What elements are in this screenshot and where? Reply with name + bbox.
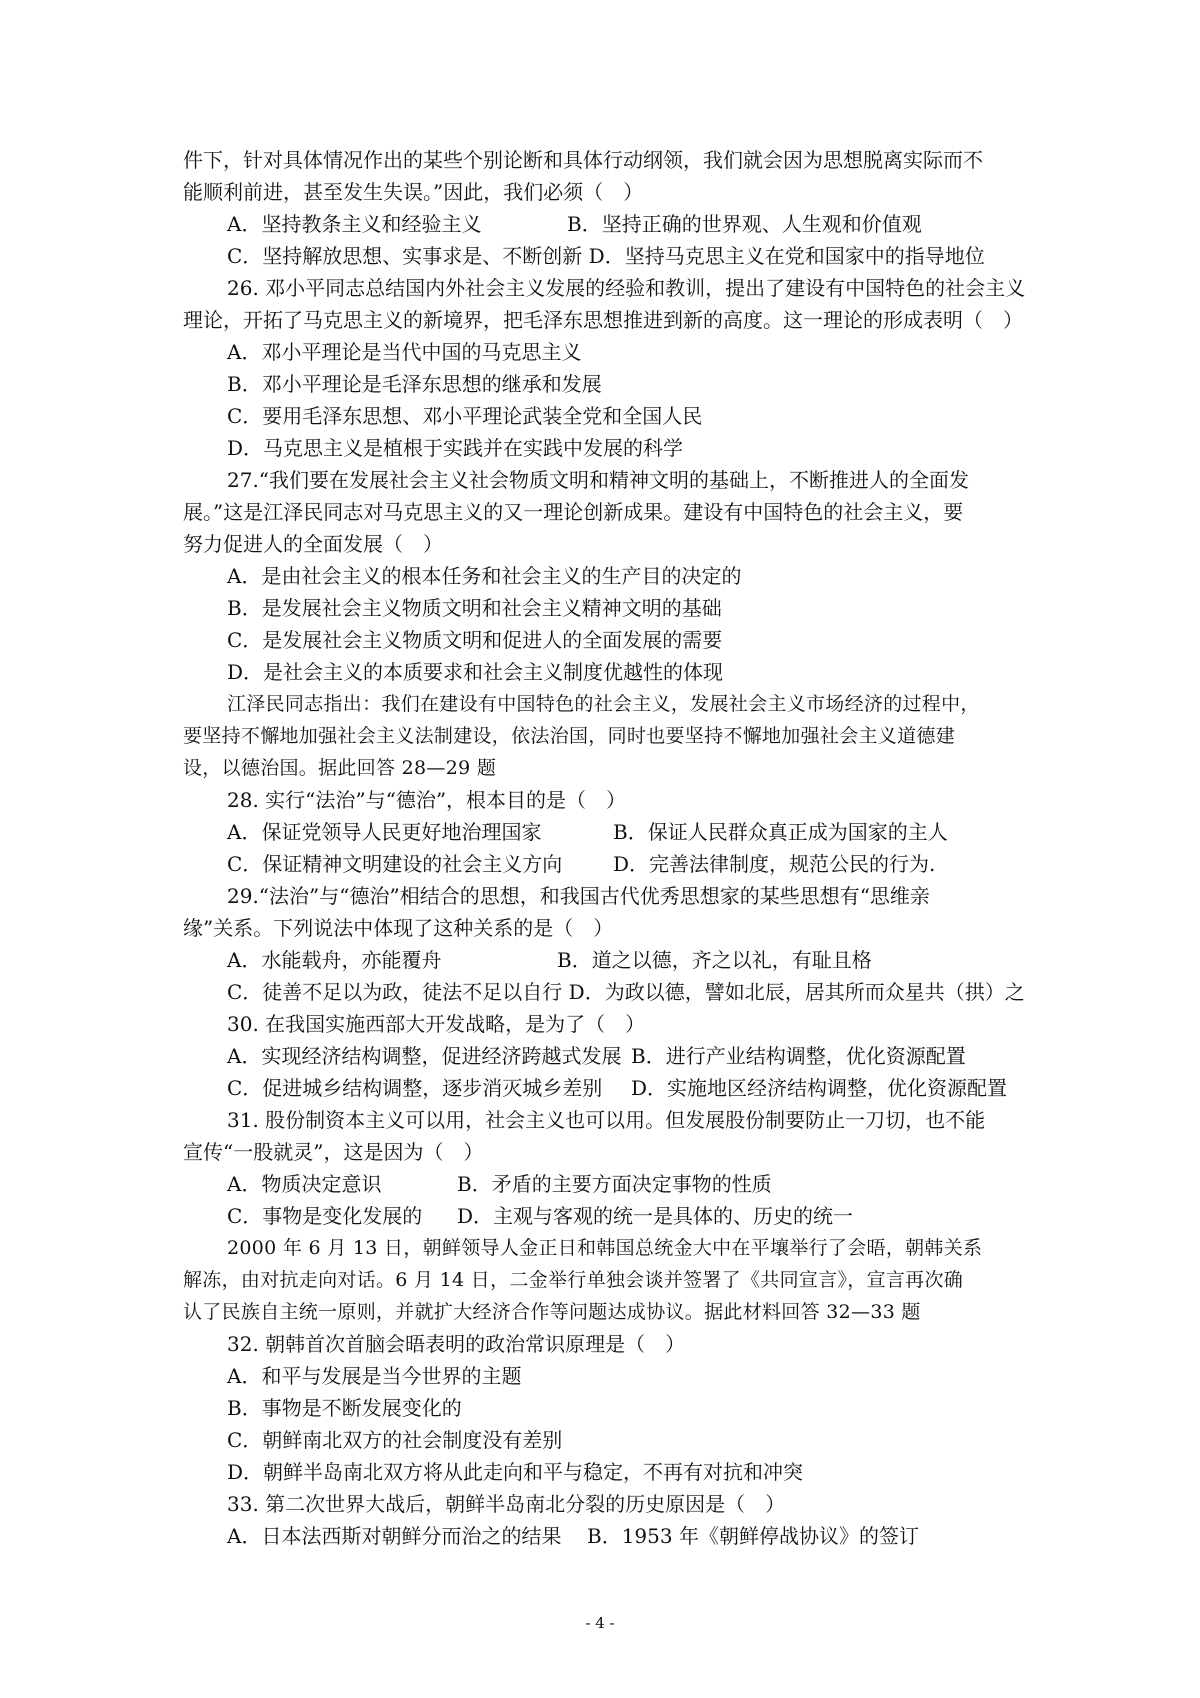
option-text: A．是由社会主义的根本任务和社会主义的生产目的决定的 (227, 564, 742, 588)
option-text: C．事物是变化发展的 (227, 1204, 423, 1228)
exam-page-body (183, 144, 1033, 1552)
option-text: A．邓小平理论是当代中国的马克思主义 (227, 340, 582, 364)
option-row (183, 1168, 1033, 1200)
option-text: A．坚持教条主义和经验主义 (227, 212, 482, 236)
option-text: B．1953 年《朝鲜停战协议》的签订 (587, 1524, 919, 1548)
material-passage: 认了民族自主统一原则，并就扩大经济合作等问题达成协议。据此材料回答 32—33 题 (183, 1301, 921, 1323)
option-row (183, 1072, 1033, 1104)
option-row (183, 208, 1033, 240)
question-stem: 26. 邓小平同志总结国内外社会主义发展的经验和教训，提出了建设有中国特色的社会主义 (227, 276, 1026, 300)
option-text: D．主观与客观的统一是具体的、历史的统一 (457, 1204, 854, 1228)
option-text: A．日本法西斯对朝鲜分而治之的结果 (227, 1524, 562, 1548)
option-text: C．坚持解放思想、实事求是、不断创新 D．坚持马克思主义在党和国家中的指导地位 (227, 244, 985, 268)
paragraph-line: 能顺利前进，甚至发生失误。”因此，我们必须（ ） (183, 180, 644, 204)
paragraph-line: 展。”这是江泽民同志对马克思主义的又一理论创新成果。建设有中国特色的社会主义，要 (183, 500, 964, 524)
option-text: D．马克思主义是植根于实践并在实践中发展的科学 (227, 436, 684, 460)
option-row (183, 816, 1033, 848)
material-passage: 要坚持不懈地加强社会主义法制建设，依法治国，同时也要坚持不懈地加强社会主义道德建 (183, 725, 956, 747)
paragraph-line: 努力促进人的全面发展（ ） (183, 532, 443, 556)
question-stem: 28. 实行“法治”与“德治”，根本目的是（ ） (227, 788, 627, 812)
material-passage: 解冻，由对抗走向对话。6 月 14 日，二金举行单独会谈并签署了《共同宣言》，宣言再次确 (183, 1269, 964, 1291)
question-stem: 31. 股份制资本主义可以用，社会主义也可以用。但发展股份制要防止一刀切，也不能 (227, 1108, 986, 1132)
material-passage: 2000 年 6 月 13 日，朝鲜领导人金正日和韩国总统金大中在平壤举行了会晤，朝韩关系 (227, 1237, 983, 1259)
option-text: A．和平与发展是当今世界的主题 (227, 1364, 522, 1388)
option-text: B．矛盾的主要方面决定事物的性质 (457, 1172, 772, 1196)
option-text: B．道之以德，齐之以礼，有耻且格 (557, 948, 872, 972)
option-text: C．朝鲜南北双方的社会制度没有差别 (227, 1428, 563, 1452)
option-text: B．坚持正确的世界观、人生观和价值观 (567, 212, 922, 236)
option-text: B．进行产业结构调整，优化资源配置 (631, 1044, 966, 1068)
option-text: D．实施地区经济结构调整，优化资源配置 (631, 1076, 1008, 1100)
question-stem: 27.“我们要在发展社会主义社会物质文明和精神文明的基础上，不断推进人的全面发 (227, 468, 970, 492)
option-text: D．完善法律制度，规范公民的行为. (613, 852, 936, 876)
option-row (183, 944, 1033, 976)
paragraph-line: 缘”关系。下列说法中体现了这种关系的是（ ） (183, 916, 614, 940)
paragraph-line: 理论，开拓了马克思主义的新境界，把毛泽东思想推进到新的高度。这一理论的形成表明（ ） (183, 308, 1023, 332)
option-row (183, 848, 1033, 880)
option-text: A．保证党领导人民更好地治理国家 (227, 820, 542, 844)
option-text: A．水能载舟，亦能覆舟 (227, 948, 442, 972)
option-text: A．物质决定意识 (227, 1172, 382, 1196)
option-text: D．朝鲜半岛南北双方将从此走向和平与稳定，不再有对抗和冲突 (227, 1460, 804, 1484)
option-text: C．要用毛泽东思想、邓小平理论武装全党和全国人民 (227, 404, 703, 428)
option-text: B．保证人民群众真正成为国家的主人 (613, 820, 948, 844)
option-text: C．是发展社会主义物质文明和促进人的全面发展的需要 (227, 628, 723, 652)
question-stem: 32. 朝韩首次首脑会晤表明的政治常识原理是（ ） (227, 1332, 686, 1356)
option-text: C．促进城乡结构调整，逐步消灭城乡差别 (227, 1076, 603, 1100)
option-row (183, 1520, 1033, 1552)
material-passage: 江泽民同志指出：我们在建设有中国特色的社会主义，发展社会主义市场经济的过程中， (227, 693, 980, 715)
paragraph-line: 宣传“一股就灵”，这是因为（ ） (183, 1140, 484, 1164)
question-stem: 30. 在我国实施西部大开发战略，是为了（ ） (227, 1012, 646, 1036)
option-row (183, 1200, 1033, 1232)
question-stem: 29.“法治”与“德治”相结合的思想，和我国古代优秀思想家的某些思想有“思维亲 (227, 884, 930, 908)
material-passage: 设，以德治国。据此回答 28—29 题 (183, 757, 497, 779)
question-stem: 33. 第二次世界大战后，朝鲜半岛南北分裂的历史原因是（ ） (227, 1492, 786, 1516)
option-text: B．是发展社会主义物质文明和社会主义精神文明的基础 (227, 596, 722, 620)
paragraph-line: 件下，针对具体情况作出的某些个别论断和具体行动纲领，我们就会因为思想脱离实际而不 (183, 148, 983, 172)
option-text: C．徒善不足以为政，徒法不足以自行 D．为政以德，譬如北辰，居其所而众星共（拱）之 (227, 980, 1025, 1004)
option-text: A．实现经济结构调整，促进经济跨越式发展 (227, 1044, 622, 1068)
option-row (183, 1040, 1033, 1072)
option-text: B．事物是不断发展变化的 (227, 1396, 462, 1420)
page-number: - 4 - (585, 1614, 615, 1632)
option-text: C．保证精神文明建设的社会主义方向 (227, 852, 563, 876)
option-text: D．是社会主义的本质要求和社会主义制度优越性的体现 (227, 660, 724, 684)
option-text: B．邓小平理论是毛泽东思想的继承和发展 (227, 372, 602, 396)
